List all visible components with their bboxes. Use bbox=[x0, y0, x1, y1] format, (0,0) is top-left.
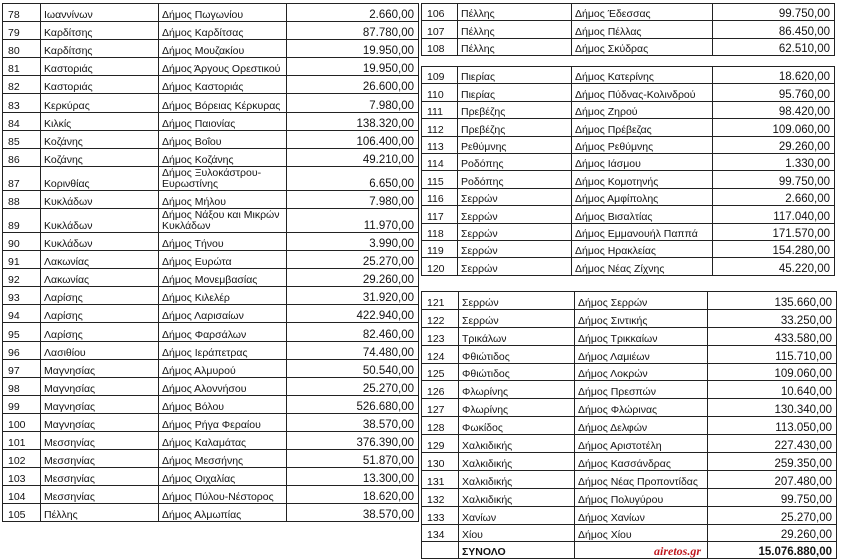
row-number: 131 bbox=[422, 470, 459, 488]
region-cell: Χαλκιδικής bbox=[459, 470, 575, 488]
table-row bbox=[422, 435, 837, 453]
row-number: 119 bbox=[422, 240, 458, 257]
municipality-cell: Δήμος Νέας Προποντίδας bbox=[575, 470, 708, 488]
municipality-cell: Δήμος Βισαλτίας bbox=[572, 206, 713, 223]
municipality-cell: Δήμος Μουζακίου bbox=[159, 40, 287, 58]
municipality-cell: Δήμος Δελφών bbox=[575, 417, 708, 435]
region-cell: Λαρίσης bbox=[41, 323, 159, 341]
table-row bbox=[3, 341, 419, 359]
table-row bbox=[422, 417, 837, 435]
region-cell: Κοζάνης bbox=[41, 130, 159, 148]
table-row bbox=[3, 413, 419, 431]
region-cell: Πιερίας bbox=[458, 84, 572, 101]
region-cell: Μεσσηνίας bbox=[41, 468, 159, 486]
right-table-middle bbox=[421, 66, 835, 276]
amount-cell: 422.940,00 bbox=[287, 305, 419, 323]
municipality-cell: Δήμος Βόρειας Κέρκυρας bbox=[159, 94, 287, 112]
row-number: 105 bbox=[3, 504, 41, 522]
row-number: 129 bbox=[422, 435, 459, 453]
row-number: 82 bbox=[3, 76, 41, 94]
region-cell: Μαγνησίας bbox=[41, 359, 159, 377]
municipality-cell: Δήμος Ηρακλείας bbox=[572, 240, 713, 257]
total-label: ΣΥΝΟΛΟ bbox=[459, 542, 575, 559]
region-cell: Σερρών bbox=[458, 223, 572, 240]
row-number: 128 bbox=[422, 417, 459, 435]
row-number: 108 bbox=[422, 38, 458, 55]
municipality-cell: Δήμος Οιχαλίας bbox=[159, 468, 287, 486]
amount-cell: 38.570,00 bbox=[287, 413, 419, 431]
region-cell: Σερρών bbox=[459, 292, 575, 310]
amount-cell: 98.420,00 bbox=[713, 101, 835, 118]
municipality-cell: Δήμος Σερρών bbox=[575, 292, 708, 310]
row-number: 90 bbox=[3, 232, 41, 250]
amount-cell: 138.320,00 bbox=[287, 112, 419, 130]
row-number: 100 bbox=[3, 413, 41, 431]
table-row bbox=[3, 190, 419, 208]
amount-cell: 171.570,00 bbox=[713, 223, 835, 240]
table-row bbox=[422, 171, 835, 188]
municipality-cell: Δήμος Άργους Ορεστικού bbox=[159, 58, 287, 76]
region-cell: Χανίων bbox=[459, 506, 575, 524]
row-number: 133 bbox=[422, 506, 459, 524]
row-number: 114 bbox=[422, 153, 458, 170]
row-number: 86 bbox=[3, 148, 41, 166]
row-number: 110 bbox=[422, 84, 458, 101]
municipality-cell: Δήμος Αριστοτέλη bbox=[575, 435, 708, 453]
region-cell: Ροδόπης bbox=[458, 171, 572, 188]
municipality-cell: Δήμος Έδεσσας bbox=[572, 4, 713, 21]
row-number: 89 bbox=[3, 208, 41, 232]
municipality-cell: Δήμος Μεσσήνης bbox=[159, 450, 287, 468]
municipality-cell: Δήμος Χίου bbox=[575, 524, 708, 542]
table-row bbox=[3, 112, 419, 130]
table-row bbox=[3, 40, 419, 58]
region-cell: Ροδόπης bbox=[458, 153, 572, 170]
brand-watermark: airetos.gr bbox=[653, 544, 701, 559]
table-row bbox=[3, 22, 419, 40]
amount-cell: 154.280,00 bbox=[713, 240, 835, 257]
total-num-cell bbox=[422, 542, 459, 559]
region-cell: Κορινθίας bbox=[41, 166, 159, 190]
municipality-cell: Δήμος Πρέβεζας bbox=[572, 119, 713, 136]
row-number: 102 bbox=[3, 450, 41, 468]
table-row bbox=[422, 101, 835, 118]
amount-cell: 135.660,00 bbox=[708, 292, 837, 310]
row-number: 134 bbox=[422, 524, 459, 542]
table-row bbox=[3, 395, 419, 413]
table-row bbox=[3, 208, 419, 232]
region-cell: Πέλλης bbox=[41, 504, 159, 522]
row-number: 125 bbox=[422, 363, 459, 381]
table-row bbox=[3, 94, 419, 112]
region-cell: Σερρών bbox=[458, 206, 572, 223]
row-number: 132 bbox=[422, 488, 459, 506]
municipality-cell: Δήμος Ιεράπετρας bbox=[159, 341, 287, 359]
region-cell: Κοζάνης bbox=[41, 148, 159, 166]
municipality-cell: Δήμος Πολυγύρου bbox=[575, 488, 708, 506]
region-cell: Καστοριάς bbox=[41, 58, 159, 76]
row-number: 111 bbox=[422, 101, 458, 118]
region-cell: Ιωαννίνων bbox=[41, 4, 159, 22]
region-cell: Χαλκιδικής bbox=[459, 435, 575, 453]
amount-cell: 25.270,00 bbox=[287, 251, 419, 269]
table-row bbox=[3, 504, 419, 522]
region-cell: Λασιθίου bbox=[41, 341, 159, 359]
amount-cell: 86.450,00 bbox=[713, 21, 835, 38]
amount-cell: 1.330,00 bbox=[713, 153, 835, 170]
municipality-cell: Δήμος Φαρσάλων bbox=[159, 323, 287, 341]
amount-cell: 13.300,00 bbox=[287, 468, 419, 486]
row-number: 81 bbox=[3, 58, 41, 76]
row-number: 107 bbox=[422, 21, 458, 38]
row-number: 97 bbox=[3, 359, 41, 377]
row-number: 103 bbox=[3, 468, 41, 486]
municipality-cell: Δήμος Πέλλας bbox=[572, 21, 713, 38]
region-cell: Τρικάλων bbox=[459, 327, 575, 345]
region-cell: Σερρών bbox=[459, 309, 575, 327]
municipality-cell: Δήμος Σκύδρας bbox=[572, 38, 713, 55]
municipality-cell: Δήμος Κομοτηνής bbox=[572, 171, 713, 188]
table-row bbox=[3, 269, 419, 287]
region-cell: Πρεβέζης bbox=[458, 119, 572, 136]
region-cell: Λακωνίας bbox=[41, 269, 159, 287]
municipality-cell: Δήμος Πρεσπών bbox=[575, 381, 708, 399]
row-number: 118 bbox=[422, 223, 458, 240]
municipality-cell: Δήμος Ευρώτα bbox=[159, 251, 287, 269]
region-cell: Σερρών bbox=[458, 188, 572, 205]
municipality-cell: Δήμος Καστοριάς bbox=[159, 76, 287, 94]
row-number: 130 bbox=[422, 453, 459, 471]
amount-cell: 526.680,00 bbox=[287, 395, 419, 413]
municipality-cell: Δήμος Εμμανουήλ Παππά bbox=[572, 223, 713, 240]
row-number: 115 bbox=[422, 171, 458, 188]
amount-cell: 45.220,00 bbox=[713, 258, 835, 275]
region-cell: Φωκίδος bbox=[459, 417, 575, 435]
municipality-cell: Δήμος Λοκρών bbox=[575, 363, 708, 381]
amount-cell: 99.750,00 bbox=[713, 4, 835, 21]
amount-cell: 19.950,00 bbox=[287, 58, 419, 76]
row-number: 126 bbox=[422, 381, 459, 399]
left-table bbox=[2, 3, 419, 522]
region-cell: Μαγνησίας bbox=[41, 377, 159, 395]
region-cell: Λαρίσης bbox=[41, 305, 159, 323]
amount-cell: 2.660,00 bbox=[287, 4, 419, 22]
municipality-cell: Δήμος Νάξου και Μικρών Κυκλάδων bbox=[159, 208, 287, 232]
row-number: 78 bbox=[3, 4, 41, 22]
municipality-cell: Δήμος Βόλου bbox=[159, 395, 287, 413]
region-cell: Πιερίας bbox=[458, 67, 572, 84]
amount-cell: 109.060,00 bbox=[708, 363, 837, 381]
amount-cell: 6.650,00 bbox=[287, 166, 419, 190]
amount-cell: 3.990,00 bbox=[287, 232, 419, 250]
table-row bbox=[422, 453, 837, 471]
row-number: 80 bbox=[3, 40, 41, 58]
region-cell: Κυκλάδων bbox=[41, 232, 159, 250]
amount-cell: 10.640,00 bbox=[708, 381, 837, 399]
table-row bbox=[422, 345, 837, 363]
region-cell: Μαγνησίας bbox=[41, 413, 159, 431]
table-row bbox=[422, 488, 837, 506]
region-cell: Φθιώτιδος bbox=[459, 345, 575, 363]
amount-cell: 18.620,00 bbox=[713, 67, 835, 84]
total-amount: 15.076.880,00 bbox=[708, 542, 837, 559]
municipality-cell: Δήμος Ιάσμου bbox=[572, 153, 713, 170]
municipality-cell: Δήμος Ξυλοκάστρου-Ευρωστίνης bbox=[159, 166, 287, 190]
municipality-cell: Δήμος Βοΐου bbox=[159, 130, 287, 148]
region-cell: Σερρών bbox=[458, 240, 572, 257]
table-row bbox=[422, 292, 837, 310]
amount-cell: 207.480,00 bbox=[708, 470, 837, 488]
region-cell: Πέλλης bbox=[458, 4, 572, 21]
row-number: 96 bbox=[3, 341, 41, 359]
total-row bbox=[422, 542, 837, 559]
municipality-cell: Δήμος Σιντικής bbox=[575, 309, 708, 327]
table-row bbox=[422, 119, 835, 136]
amount-cell: 113.050,00 bbox=[708, 417, 837, 435]
row-number: 101 bbox=[3, 431, 41, 449]
amount-cell: 227.430,00 bbox=[708, 435, 837, 453]
region-cell: Μεσσηνίας bbox=[41, 431, 159, 449]
amount-cell: 7.980,00 bbox=[287, 190, 419, 208]
row-number: 95 bbox=[3, 323, 41, 341]
municipality-cell: Δήμος Ρήγα Φεραίου bbox=[159, 413, 287, 431]
region-cell: Φλωρίνης bbox=[459, 381, 575, 399]
amount-cell: 106.400,00 bbox=[287, 130, 419, 148]
municipality-cell: Δήμος Νέας Ζίχνης bbox=[572, 258, 713, 275]
amount-cell: 259.350,00 bbox=[708, 453, 837, 471]
amount-cell: 62.510,00 bbox=[713, 38, 835, 55]
region-cell: Κερκύρας bbox=[41, 94, 159, 112]
region-cell: Ρεθύμνης bbox=[458, 136, 572, 153]
table-row bbox=[3, 359, 419, 377]
amount-cell: 50.540,00 bbox=[287, 359, 419, 377]
right-table-top bbox=[421, 3, 835, 56]
amount-cell: 7.980,00 bbox=[287, 94, 419, 112]
region-cell: Μεσσηνίας bbox=[41, 486, 159, 504]
table-row bbox=[422, 206, 835, 223]
table-row bbox=[422, 153, 835, 170]
table-row bbox=[422, 524, 837, 542]
amount-cell: 31.920,00 bbox=[287, 287, 419, 305]
municipality-cell: Δήμος Μήλου bbox=[159, 190, 287, 208]
region-cell: Χαλκιδικής bbox=[459, 488, 575, 506]
table-row bbox=[422, 136, 835, 153]
region-cell: Καστοριάς bbox=[41, 76, 159, 94]
row-number: 79 bbox=[3, 22, 41, 40]
table-row bbox=[3, 305, 419, 323]
table-row bbox=[422, 470, 837, 488]
row-number: 104 bbox=[3, 486, 41, 504]
amount-cell: 109.060,00 bbox=[713, 119, 835, 136]
table-row bbox=[422, 4, 835, 21]
table-row bbox=[3, 468, 419, 486]
region-cell: Λαρίσης bbox=[41, 287, 159, 305]
table-row bbox=[422, 21, 835, 38]
table-row bbox=[422, 399, 837, 417]
row-number: 99 bbox=[3, 395, 41, 413]
municipality-cell: Δήμος Ρεθύμνης bbox=[572, 136, 713, 153]
region-cell: Πρεβέζης bbox=[458, 101, 572, 118]
table-row bbox=[3, 431, 419, 449]
region-cell: Μεσσηνίας bbox=[41, 450, 159, 468]
row-number: 127 bbox=[422, 399, 459, 417]
municipality-cell: Δήμος Κατερίνης bbox=[572, 67, 713, 84]
amount-cell: 18.620,00 bbox=[287, 486, 419, 504]
table-row bbox=[3, 450, 419, 468]
table-row bbox=[3, 130, 419, 148]
amount-cell: 74.480,00 bbox=[287, 341, 419, 359]
table-row bbox=[3, 4, 419, 22]
region-cell: Σερρών bbox=[458, 258, 572, 275]
municipality-cell: Δήμος Κοζάνης bbox=[159, 148, 287, 166]
region-cell: Πέλλης bbox=[458, 38, 572, 55]
row-number: 121 bbox=[422, 292, 459, 310]
amount-cell: 19.950,00 bbox=[287, 40, 419, 58]
amount-cell: 130.340,00 bbox=[708, 399, 837, 417]
region-cell: Καρδίτσης bbox=[41, 40, 159, 58]
region-cell: Κυκλάδων bbox=[41, 190, 159, 208]
table-row bbox=[422, 327, 837, 345]
table-row bbox=[422, 258, 835, 275]
municipality-cell: Δήμος Πύλου-Νέστορος bbox=[159, 486, 287, 504]
table-row bbox=[3, 251, 419, 269]
table-row bbox=[3, 377, 419, 395]
table-row bbox=[422, 38, 835, 55]
row-number: 106 bbox=[422, 4, 458, 21]
table-row bbox=[422, 381, 837, 399]
amount-cell: 49.210,00 bbox=[287, 148, 419, 166]
row-number: 87 bbox=[3, 166, 41, 190]
municipality-cell: Δήμος Αλμωπίας bbox=[159, 504, 287, 522]
amount-cell: 2.660,00 bbox=[713, 188, 835, 205]
municipality-cell: Δήμος Κιλελέρ bbox=[159, 287, 287, 305]
table-row bbox=[3, 76, 419, 94]
table-row bbox=[3, 486, 419, 504]
amount-cell: 433.580,00 bbox=[708, 327, 837, 345]
table-row bbox=[3, 232, 419, 250]
municipality-cell: Δήμος Πύδνας-Κολινδρού bbox=[572, 84, 713, 101]
row-number: 88 bbox=[3, 190, 41, 208]
municipality-cell: Δήμος Λαρισαίων bbox=[159, 305, 287, 323]
row-number: 91 bbox=[3, 251, 41, 269]
municipality-cell: Δήμος Αλοννήσου bbox=[159, 377, 287, 395]
region-cell: Καρδίτσης bbox=[41, 22, 159, 40]
municipality-cell: Δήμος Μονεμβασίας bbox=[159, 269, 287, 287]
municipality-cell: Δήμος Τρικκαίων bbox=[575, 327, 708, 345]
row-number: 94 bbox=[3, 305, 41, 323]
municipality-cell: Δήμος Αμφίπολης bbox=[572, 188, 713, 205]
amount-cell: 82.460,00 bbox=[287, 323, 419, 341]
table-row bbox=[3, 148, 419, 166]
municipality-cell: Δήμος Παιονίας bbox=[159, 112, 287, 130]
municipality-cell: Δήμος Χανίων bbox=[575, 506, 708, 524]
amount-cell: 51.870,00 bbox=[287, 450, 419, 468]
amount-cell: 29.260,00 bbox=[713, 136, 835, 153]
amount-cell: 38.570,00 bbox=[287, 504, 419, 522]
amount-cell: 376.390,00 bbox=[287, 431, 419, 449]
amount-cell: 95.760,00 bbox=[713, 84, 835, 101]
table-row bbox=[3, 166, 419, 190]
municipality-cell: Δήμος Τήνου bbox=[159, 232, 287, 250]
table-row bbox=[422, 309, 837, 327]
amount-cell: 25.270,00 bbox=[708, 506, 837, 524]
row-number: 109 bbox=[422, 67, 458, 84]
amount-cell: 33.250,00 bbox=[708, 309, 837, 327]
region-cell: Πέλλης bbox=[458, 21, 572, 38]
row-number: 83 bbox=[3, 94, 41, 112]
region-cell: Χίου bbox=[459, 524, 575, 542]
region-cell: Φλωρίνης bbox=[459, 399, 575, 417]
row-number: 117 bbox=[422, 206, 458, 223]
row-number: 84 bbox=[3, 112, 41, 130]
row-number: 112 bbox=[422, 119, 458, 136]
region-cell: Μαγνησίας bbox=[41, 395, 159, 413]
table-row bbox=[3, 287, 419, 305]
amount-cell: 26.600,00 bbox=[287, 76, 419, 94]
right-table-bottom bbox=[421, 291, 837, 559]
municipality-cell: Δήμος Καρδίτσας bbox=[159, 22, 287, 40]
municipality-cell: Δήμος Φλώρινας bbox=[575, 399, 708, 417]
table-row bbox=[422, 188, 835, 205]
region-cell: Φθιώτιδος bbox=[459, 363, 575, 381]
region-cell: Χαλκιδικής bbox=[459, 453, 575, 471]
table-row bbox=[422, 240, 835, 257]
amount-cell: 25.270,00 bbox=[287, 377, 419, 395]
row-number: 113 bbox=[422, 136, 458, 153]
amount-cell: 87.780,00 bbox=[287, 22, 419, 40]
municipality-cell: Δήμος Αλμυρού bbox=[159, 359, 287, 377]
region-cell: Κυκλάδων bbox=[41, 208, 159, 232]
row-number: 85 bbox=[3, 130, 41, 148]
region-cell: Κιλκίς bbox=[41, 112, 159, 130]
table-row bbox=[422, 363, 837, 381]
table-row bbox=[3, 323, 419, 341]
amount-cell: 29.260,00 bbox=[287, 269, 419, 287]
table-row bbox=[422, 506, 837, 524]
amount-cell: 115.710,00 bbox=[708, 345, 837, 363]
municipality-cell: Δήμος Κασσάνδρας bbox=[575, 453, 708, 471]
municipality-cell: Δήμος Ζηρού bbox=[572, 101, 713, 118]
municipality-cell: Δήμος Καλαμάτας bbox=[159, 431, 287, 449]
municipality-cell: Δήμος Πωγωνίου bbox=[159, 4, 287, 22]
row-number: 98 bbox=[3, 377, 41, 395]
region-cell: Λακωνίας bbox=[41, 251, 159, 269]
table-row bbox=[422, 67, 835, 84]
amount-cell: 11.970,00 bbox=[287, 208, 419, 232]
amount-cell: 117.040,00 bbox=[713, 206, 835, 223]
row-number: 124 bbox=[422, 345, 459, 363]
row-number: 123 bbox=[422, 327, 459, 345]
row-number: 122 bbox=[422, 309, 459, 327]
amount-cell: 99.750,00 bbox=[713, 171, 835, 188]
table-row bbox=[422, 223, 835, 240]
amount-cell: 29.260,00 bbox=[708, 524, 837, 542]
municipality-cell: Δήμος Λαμιέων bbox=[575, 345, 708, 363]
table-row bbox=[3, 58, 419, 76]
amount-cell: 99.750,00 bbox=[708, 488, 837, 506]
row-number: 116 bbox=[422, 188, 458, 205]
table-row bbox=[422, 84, 835, 101]
row-number: 120 bbox=[422, 258, 458, 275]
row-number: 93 bbox=[3, 287, 41, 305]
row-number: 92 bbox=[3, 269, 41, 287]
